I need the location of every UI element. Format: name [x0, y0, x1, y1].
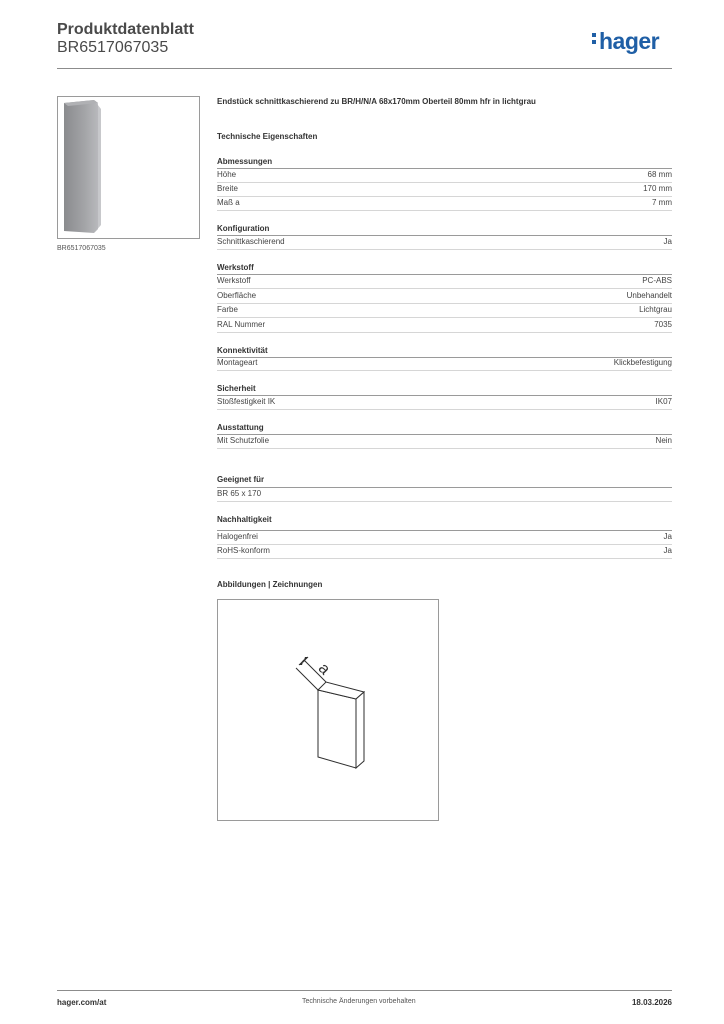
product-description: Endstück schnittkaschierend zu BR/H/N/A 68x170mm Oberteil 80mm hfr in lichtgrau	[217, 97, 536, 106]
spec-label: Montageart	[217, 358, 258, 367]
spec-value: IK07	[655, 397, 672, 406]
drawings-heading: Abbildungen | Zeichnungen	[217, 580, 323, 589]
spec-row	[217, 304, 672, 318]
dimension-label: a	[314, 659, 334, 679]
section-title: Geeignet für	[217, 475, 265, 484]
end-cap-photo-icon	[58, 97, 199, 238]
hager-logo[interactable]	[592, 28, 659, 55]
spec-label: RAL Nummer	[217, 320, 266, 329]
logo-dots-icon	[592, 30, 597, 47]
spec-label: Maß a	[217, 198, 240, 207]
spec-value: Ja	[663, 532, 672, 541]
technical-drawing	[217, 599, 439, 821]
spec-value: Ja	[663, 237, 672, 246]
tech-heading: Technische Eigenschaften	[217, 132, 318, 141]
spec-value: Klickbefestigung	[613, 358, 672, 367]
spec-value: 170 mm	[643, 184, 672, 193]
section-title: Werkstoff	[217, 263, 254, 272]
spec-row	[217, 319, 672, 333]
spec-row	[217, 169, 672, 183]
footer-date: 18.03.2026	[631, 998, 672, 1007]
spec-row	[217, 197, 672, 211]
spec-row	[217, 396, 672, 410]
spec-label: RoHS-konform	[217, 546, 270, 555]
spec-label: Stoßfestigkeit IK	[217, 397, 276, 406]
spec-label: Schnittkaschierend	[217, 237, 285, 246]
section-title: Konfiguration	[217, 224, 270, 233]
spec-value: 7 mm	[652, 198, 672, 207]
spec-row	[217, 435, 672, 449]
spec-value: 68 mm	[647, 170, 672, 179]
spec-label: Werkstoff	[217, 276, 251, 285]
spec-value: 7035	[654, 320, 672, 329]
section-title: Sicherheit	[217, 384, 256, 393]
footer-notice: Technische Änderungen vorbehalten	[302, 998, 416, 1005]
spec-label: Oberfläche	[217, 291, 257, 300]
spec-row	[217, 290, 672, 304]
product-image-caption: BR6517067035	[57, 245, 106, 252]
spec-label: Farbe	[217, 305, 238, 314]
spec-row	[217, 531, 672, 545]
section-title: Abmessungen	[217, 157, 273, 166]
spec-value: Nein	[655, 436, 672, 445]
spec-label: Mit Schutzfolie	[217, 436, 270, 445]
page-title: Produktdatenblatt	[57, 21, 194, 38]
header-divider	[57, 68, 672, 69]
product-image	[57, 96, 200, 239]
spec-value: PC-ABS	[642, 276, 672, 285]
spec-label: Höhe	[217, 170, 237, 179]
spec-label: BR 65 x 170	[217, 489, 262, 498]
footer-website-link[interactable]: hager.com/at	[57, 998, 107, 1007]
logo-text: hager	[599, 28, 660, 54]
article-number: BR6517067035	[57, 39, 169, 56]
spec-row	[217, 545, 672, 559]
section-title: Konnektivität	[217, 346, 268, 355]
spec-row	[217, 236, 672, 250]
spec-label: Halogenfrei	[217, 532, 258, 541]
spec-row	[217, 183, 672, 197]
spec-value: Unbehandelt	[626, 291, 672, 300]
end-cap-drawing-icon	[218, 600, 438, 820]
spec-value: Lichtgrau	[639, 305, 672, 314]
spec-label: Breite	[217, 184, 238, 193]
spec-value: Ja	[663, 546, 672, 555]
spec-row	[217, 357, 672, 371]
section-title: Nachhaltigkeit	[217, 515, 272, 524]
spec-row	[217, 488, 672, 502]
spec-row	[217, 275, 672, 289]
section-title: Ausstattung	[217, 423, 264, 432]
footer-divider	[57, 990, 672, 991]
